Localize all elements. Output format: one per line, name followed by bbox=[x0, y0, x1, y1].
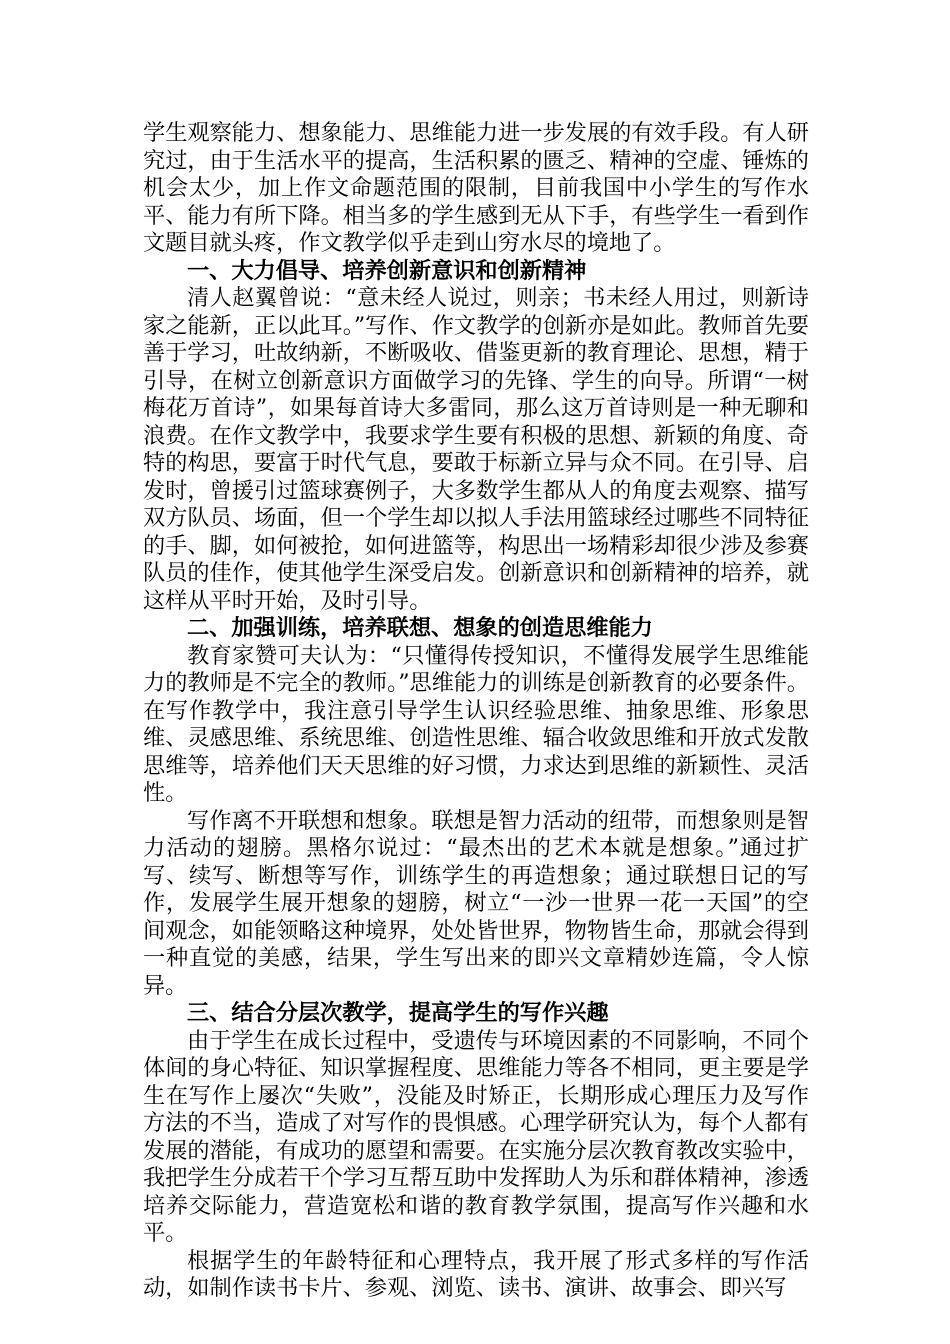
section-heading-3: 三、结合分层次教学，提高学生的写作兴趣 bbox=[187, 1000, 609, 1026]
paragraph-activities: 根据学生的年龄特征和心理特点，我开展了形式多样的写作活动，如制作读书卡片、参观、浏览、读书、演讲、故事会、即兴写 bbox=[143, 1247, 809, 1301]
document-page bbox=[143, 120, 809, 1303]
paragraph-thinking: 教育家赞可夫认为：“只懂得传授知识，不懂得发展学生思维能力的教师是不完全的教师。”思维能力的训练是创新教育的必要条件。在写作教学中，我注意引导学生认识经验思维、抽象思维、形象思维、灵感思维、系统思维、创造性思维、辐合收敛思维和开放式发散思维等，培养他们天天思维的好习惯，力求达到思维的新颖性、灵活性。 bbox=[143, 642, 809, 806]
section-heading-2: 二、加强训练，培养联想、想象的创造思维能力 bbox=[187, 615, 653, 641]
paragraph-intro: 学生观察能力、想象能力、思维能力进一步发展的有效手段。有人研究过，由于生活水平的提高，生活积累的匮乏、精神的空虚、锤炼的机会太少，加上作文命题范围的限制，目前我国中小学生的写作水平、能力有所下降。相当多的学生感到无从下手，有些学生一看到作文题目就头疼，作文教学似乎走到山穷水尽的境地了。 bbox=[143, 120, 809, 256]
section-heading-1: 一、大力倡导、培养创新意识和创新精神 bbox=[187, 257, 587, 284]
paragraph-innovation: 清人赵翼曾说：“意未经人说过，则亲；书未经人用过，则新诗家之能新，正以此耳。”写作、作文教学的创新亦是如此。教师首先要善于学习，吐故纳新，不断吸收、借鉴更新的教育理论、思想，精于引导，在树立创新意识方面做学习的先锋、学生的向导。所谓“一树梅花万首诗”，如果每首诗大多雷同，那么这万首诗则是一种无聊和浪费。在作文教学中，我要求学生要有积极的思想、新颖的角度、奇特的构思，要富于时代气息，要敢于标新立异与众不同。在引导、启发时，曾援引过篮球赛例子，大多数学生都从人的角度去观察、描写双方队员、场面，但一个学生却以拟人手法用篮球经过哪些不同特征的手、脚，如何被抢，如何进篮等，构思出一场精彩却很少涉及参赛队员的佳作，使其他学生深受启发。创新意识和创新精神的培养，就这样从平时开始，及时引导。 bbox=[143, 285, 809, 614]
paragraph-imagination: 写作离不开联想和想象。联想是智力活动的纽带，而想象则是智力活动的翅膀。黑格尔说过：“最杰出的艺术本就是想象。”通过扩写、续写、断想等写作，训练学生的再造想象；通过联想日记的写作，发展学生展开想象的翅膀，树立“一沙一世界一花一天国”的空间观念，如能领略这种境界，处处皆世界，物物皆生命，那就会得到一种直觉的美感，结果，学生写出来的即兴文章精妙连篇，令人惊异。 bbox=[143, 807, 809, 999]
paragraph-layered-teaching: 由于学生在成长过程中，受遗传与环境因素的不同影响，不同个体间的身心特征、知识掌握程度、思维能力等各不相同，更主要是学生在写作上屡次“失败”，没能及时矫正，长期形成心理压力及写作方法的不当，造成了对写作的畏惧感。心理学研究认为，每个人都有发展的潜能，有成功的愿望和需要。在实施分层次教育教改实验中，我把学生分成若干个学习互帮互助中发挥助人为乐和群体精神，渗透培养交际能力，营造宽松和谐的教育教学氛围，提高写作兴趣和水平。 bbox=[143, 1027, 809, 1246]
